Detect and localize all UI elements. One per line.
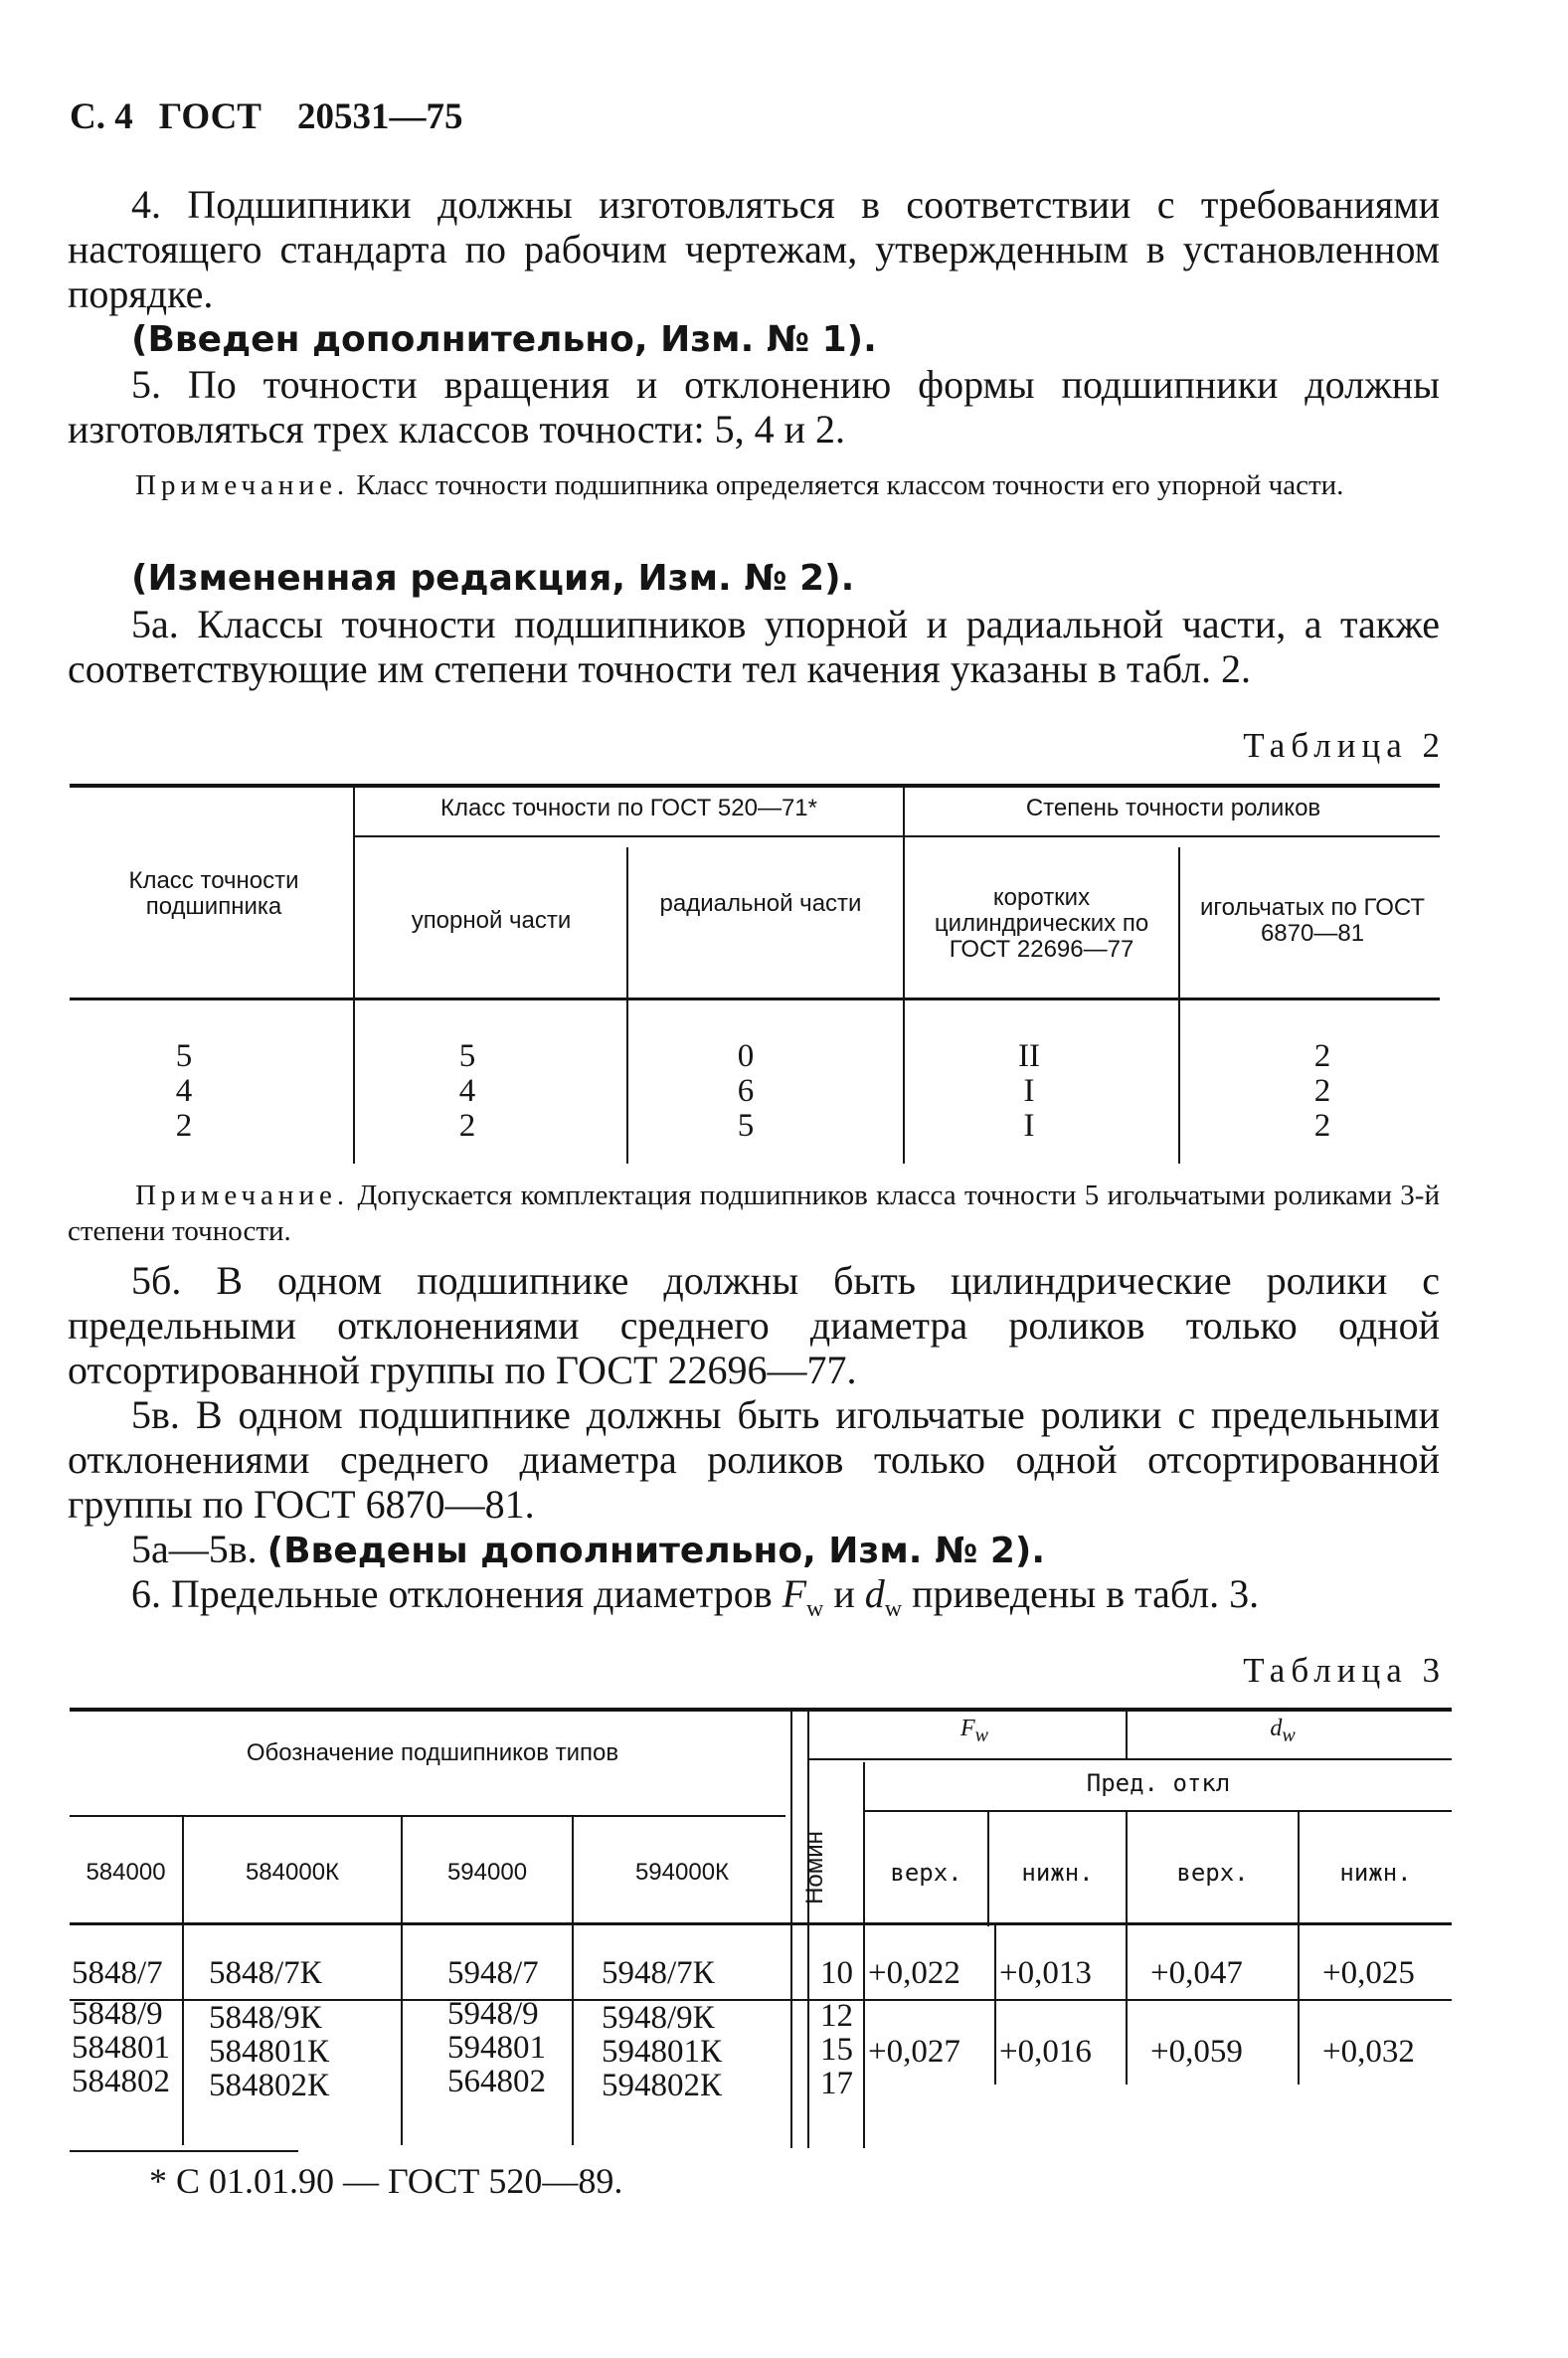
t2-cell: II [1018,1038,1040,1074]
p6-text-b: приведены в табл. 3. [912,1571,1260,1616]
p6-dw-sub: w [884,1596,903,1622]
t3-cell: 5848/9 584801 584802 [72,1996,170,2099]
note-2 [68,1178,1440,1249]
p6-fw: F [782,1571,807,1616]
t3-cell: +0,047 [1150,1955,1243,1991]
paragraph-5b: 5б. В одном подшипнике должны быть цилиндрические ролики с предельными отклонениями среднего диаметра роликов только одной отсортированной группы по ГОСТ 22696—77. [68,1258,1440,1392]
t2-col-needle [1273,1039,1372,1144]
t3-cell: 5848/7К [209,1955,322,1991]
t2-col-thrust [418,1039,517,1144]
t3-header-col3: 594000 [446,1859,528,1886]
t2-cell: 2 [1313,1038,1331,1074]
note-1-label: Примечание. [135,469,350,501]
paragraph-4: 4. Подшипники должны изготовляться в соответствии с требованиями настоящего стандарта по рабочим чертежам, утвержденным в установленном порядке. [68,182,1440,316]
amendment-5av-text: (Введены дополнительно, Изм. № 2). [266,1531,1045,1571]
note-1-text: Класс точности подшипника определяется классом точности его упорной части. [349,469,1344,501]
t2-cell: 4 [458,1073,476,1109]
t2-col-class [139,1039,229,1144]
t3-cell: 5948/9К 594801К 594802К [602,2000,723,2103]
t3-cell: +0,022 [868,1955,960,1991]
table-3-caption: Таблица 3 [1243,1651,1446,1690]
t2-header-short: коротких цилиндрических по ГОСТ 22696—77 [934,884,1149,963]
t3-cell: +0,016 [999,2034,1092,2070]
t3-fw-symbol: F [959,1716,975,1741]
t3-header-fw-upper: верх. [890,1859,962,1887]
t2-cell: 6 [737,1073,755,1109]
amendment-1: (Введен дополнительно, Изм. № 1). [131,319,877,360]
page-number: С. 4 [70,96,133,137]
t2-header-degree: Степень точности роликов [1025,795,1321,821]
t3-cell: 5948/7К [602,1955,715,1991]
t2-header-radial: радиальной части [659,890,862,917]
p6-fw-symbol [783,1571,806,1616]
t2-cell: 2 [1313,1073,1331,1109]
amendment-5av-prefix: 5а—5в. [131,1527,258,1571]
footnote: * С 01.01.90 — ГОСТ 520—89. [149,2161,623,2201]
p6-dw-symbol [865,1571,885,1616]
t3-cell: 5948/9 594801 564802 [447,1996,546,2099]
p6-fw-sub: w [806,1596,824,1622]
paragraph-5a: 5а. Классы точности подшипников упорной и радиальной части, а также соответствующие им степени точности тел качения указаны в табл. 2. [68,602,1440,691]
t2-cell: I [1023,1108,1035,1144]
p6-and: и [833,1571,855,1616]
t3-fw-sub: w [974,1723,988,1746]
t2-header-class: Класс точности подшипника [128,867,299,920]
t3-dw-symbol: d [1270,1716,1283,1741]
t3-cell: +0,013 [999,1955,1092,1991]
paragraph-6 [68,1571,1440,1632]
t3-header-fw-lower: нижн. [1021,1859,1094,1887]
page-header [70,95,462,138]
p6-dw: d [864,1571,885,1616]
t2-cell: 4 [175,1073,193,1109]
note-2-text: Допускается комплектация подшипников класса точности 5 игольчатыми роликами 3-й степени точности. [68,1179,1440,1247]
amendment-5av [68,1527,1440,1573]
t3-cell: +0,027 [868,2034,960,2070]
t3-cell: 5848/9К 584801К 584802К [209,2000,330,2103]
t2-cell: 2 [175,1108,193,1144]
t2-cell: 5 [175,1038,193,1074]
t2-header-gost: Класс точности по ГОСТ 520—71* [440,795,817,821]
t3-header-nom: Номин [801,1831,828,1905]
t2-col-short [979,1039,1079,1144]
t2-cell: 2 [458,1108,476,1144]
amendment-2: (Измененная редакция, Изм. № 2). [131,558,855,599]
t2-cell: 5 [458,1038,476,1074]
paragraph-5v: 5в. В одном подшипнике должны быть игольчатые ролики с предельными отклонениями среднего диаметра роликов только одной отсортированной группы по ГОСТ 6870—81. [68,1392,1440,1527]
t2-cell: I [1023,1073,1035,1109]
standard-label: ГОСТ [158,96,261,137]
t2-header-thrust: упорной части [411,907,572,934]
t2-cell: 2 [1313,1108,1331,1144]
note-1 [68,467,1440,503]
t3-cell: +0,059 [1150,2034,1243,2070]
t3-header-fw [925,1716,1024,1748]
t3-header-types: Обозначение подшипников типов [246,1739,619,1766]
t2-cell: 5 [737,1108,755,1144]
standard-number: 20531—75 [296,96,463,137]
t3-header-dw-lower: нижн. [1339,1859,1412,1887]
t3-cell: 10 [820,1955,853,1991]
t3-cell: +0,025 [1322,1955,1415,1991]
t3-header-pred: Пред. откл [1086,1769,1231,1797]
t2-header-needle: игольчатых по ГОСТ 6870—81 [1199,894,1426,947]
t2-col-radial [696,1039,795,1144]
paragraph-5: 5. По точности вращения и отклонению формы подшипники должны изготовляться трех классов точности: 5, 4 и 2. [68,362,1440,452]
t3-header-col2: 584000К [245,1859,340,1886]
t3-cell: 12 15 17 [820,1998,853,2101]
t3-cell: 5848/7 [72,1955,163,1991]
t2-cell: 0 [737,1038,755,1074]
t3-header-col4: 594000К [634,1859,730,1886]
note-2-label: Примечание. [135,1179,350,1211]
p6-text-a: 6. Предельные отклонения диаметров [131,1571,773,1616]
t3-header-dw [1233,1716,1332,1748]
table-2-caption: Таблица 2 [1243,726,1446,765]
t3-dw-sub: w [1282,1723,1296,1746]
t3-cell: 5948/7 [447,1955,539,1991]
t3-header-col1: 584000 [86,1859,166,1886]
t3-cell: +0,032 [1322,2034,1415,2070]
t3-header-dw-upper: верх. [1176,1859,1249,1887]
